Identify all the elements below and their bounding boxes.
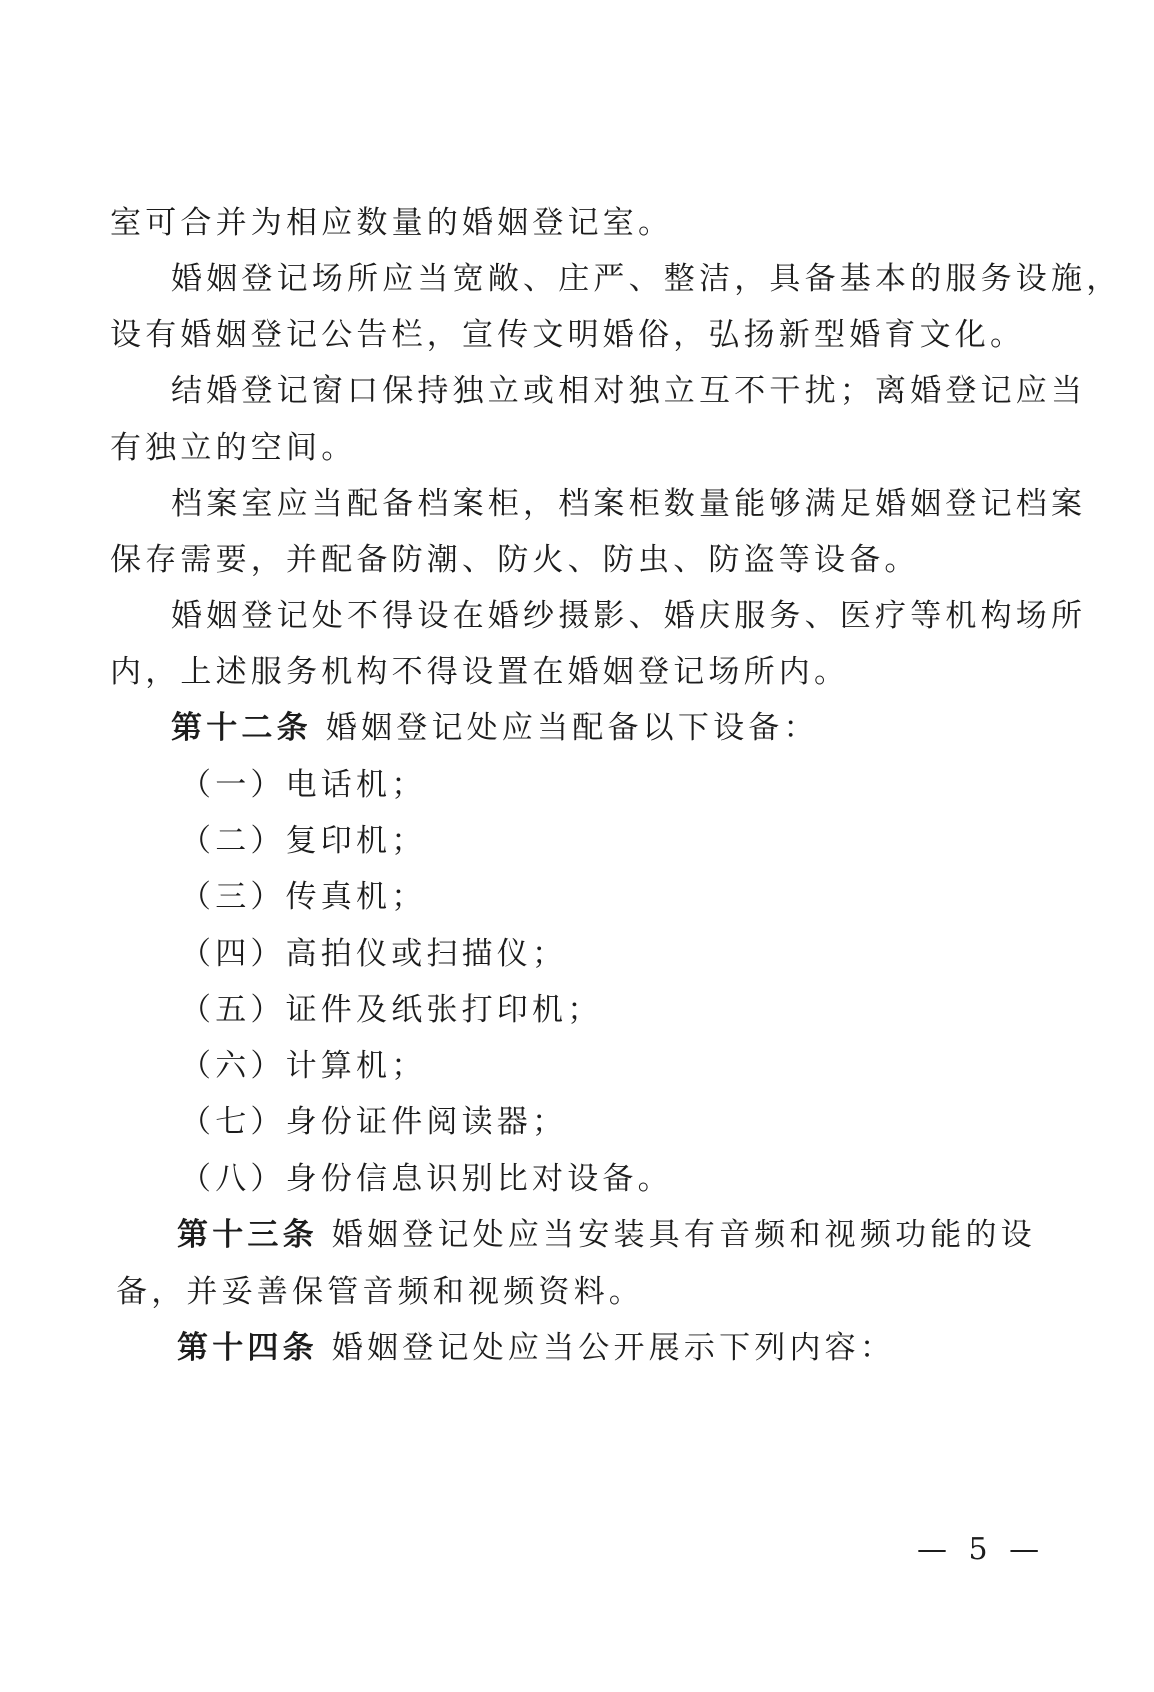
article-13 xyxy=(177,1215,1036,1255)
article-heading: 第十四条 xyxy=(177,1330,318,1366)
list-item: （七）身份证件阅读器； xyxy=(180,1104,568,1140)
paragraph-line: 有独立的空间。 xyxy=(110,430,357,466)
paragraph-line: 婚姻登记处不得设在婚纱摄影、婚庆服务、医疗等机构场所 xyxy=(171,598,1087,634)
article-heading: 第十三条 xyxy=(177,1217,318,1253)
list-item: （六）计算机； xyxy=(180,1048,427,1084)
list-item: （三）传真机； xyxy=(180,879,427,915)
paragraph-line: 保存需要，并配备防潮、防火、防虫、防盗等设备。 xyxy=(110,542,920,578)
article-text: 婚姻登记处应当安装具有音频和视频功能的设 xyxy=(331,1217,1036,1253)
paragraph-line: 结婚登记窗口保持独立或相对独立互不干扰；离婚登记应当 xyxy=(171,373,1087,409)
paragraph-line: 婚姻登记场所应当宽敞、庄严、整洁，具备基本的服务设施， xyxy=(171,261,1122,297)
article-heading: 第十二条 xyxy=(171,710,312,746)
list-item: （二）复印机； xyxy=(180,823,427,859)
article-12 xyxy=(171,708,819,748)
article-text: 婚姻登记处应当配备以下设备： xyxy=(325,710,819,746)
paragraph-line: 备，并妥善保管音频和视频资料。 xyxy=(116,1274,644,1310)
page-number: — 5 — xyxy=(917,1532,1046,1567)
list-item: （五）证件及纸张打印机； xyxy=(180,992,603,1028)
article-text: 婚姻登记处应当公开展示下列内容： xyxy=(331,1330,896,1366)
list-item: （一）电话机； xyxy=(180,767,427,803)
article-14 xyxy=(177,1328,895,1368)
paragraph-line: 内，上述服务机构不得设置在婚姻登记场所内。 xyxy=(110,654,850,690)
list-item: （四）高拍仪或扫描仪； xyxy=(180,936,568,972)
paragraph-line: 室可合并为相应数量的婚姻登记室。 xyxy=(110,205,674,241)
paragraph-line: 设有婚姻登记公告栏，宣传文明婚俗，弘扬新型婚育文化。 xyxy=(110,317,1026,353)
list-item: （八）身份信息识别比对设备。 xyxy=(180,1161,673,1197)
paragraph-line: 档案室应当配备档案柜，档案柜数量能够满足婚姻登记档案 xyxy=(171,486,1087,522)
